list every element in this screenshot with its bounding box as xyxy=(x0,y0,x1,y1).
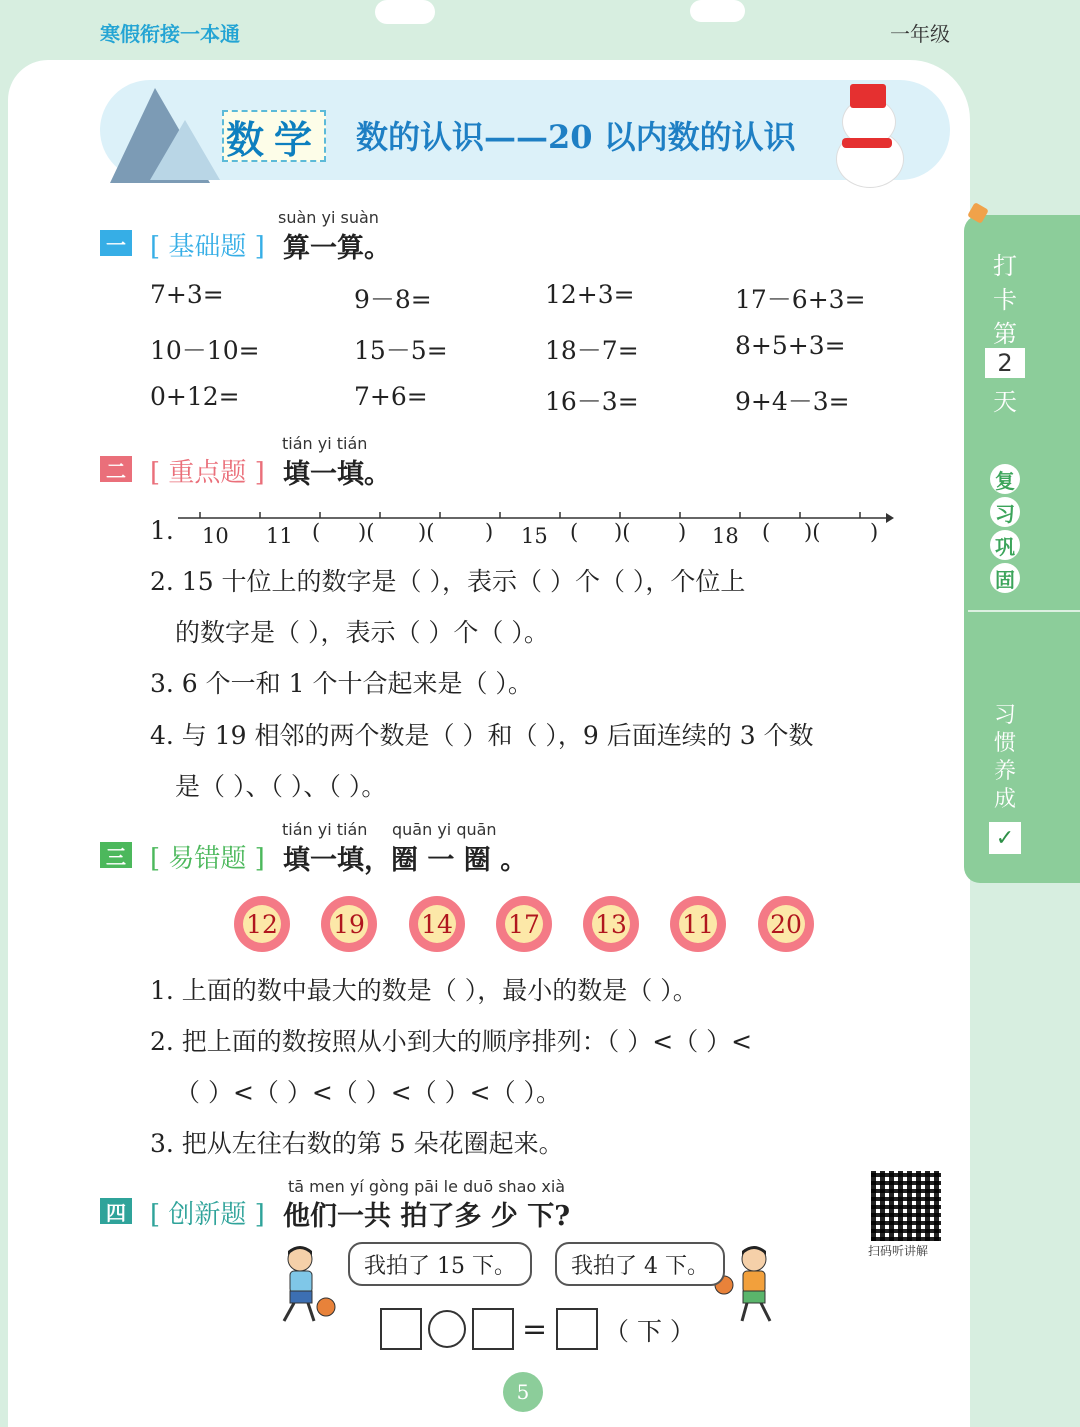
section-pinyin: tián yi tián xyxy=(282,434,368,453)
side-tab-char: 第 xyxy=(993,320,1017,348)
number-line-blank: )( xyxy=(418,520,435,544)
section-type-label: [ 重点题 ] xyxy=(150,458,265,488)
number-line-blank: ( xyxy=(312,520,321,544)
review-char: 习 xyxy=(990,497,1020,527)
section-title: 算一算。 xyxy=(283,233,391,264)
equation: 9+4－3= xyxy=(735,387,850,416)
qr-code-icon[interactable] xyxy=(868,1168,944,1244)
number-line-blank: )( xyxy=(358,520,375,544)
number-line-label: 11 xyxy=(266,524,293,548)
answer-box[interactable] xyxy=(472,1308,514,1350)
number-line-label: 15 xyxy=(521,524,548,548)
section-number-badge: 三 xyxy=(100,842,132,868)
question-text: 是（ ）、（ ）、（ ）。 xyxy=(175,772,387,801)
flower-number[interactable] xyxy=(758,896,814,952)
flower-number-value: 14 xyxy=(418,905,456,943)
side-tab-char: 天 xyxy=(993,388,1017,416)
snowman-hat-icon xyxy=(850,84,886,108)
section-pinyin: quān yi quān xyxy=(392,820,497,839)
section-pinyin: tián yi tián xyxy=(282,820,368,839)
snowman-scarf-icon xyxy=(842,138,892,148)
number-line-blank: ( xyxy=(570,520,579,544)
question-number: 1. xyxy=(150,516,174,545)
flower-number[interactable] xyxy=(583,896,639,952)
cloud-decoration xyxy=(690,0,745,22)
number-line-label: 18 xyxy=(712,524,739,548)
speech-bubble: 我拍了 15 下。 xyxy=(348,1242,532,1286)
review-char: 复 xyxy=(990,464,1020,494)
page-number: 5 xyxy=(503,1372,543,1412)
section-pinyin: suàn yi suàn xyxy=(278,208,379,227)
flower-number-value: 20 xyxy=(767,905,805,943)
flower-number-value: 13 xyxy=(592,905,630,943)
unit-label: （ 下 ） xyxy=(604,1317,695,1346)
equation: 10－10= xyxy=(150,336,260,365)
number-line-blank: ) xyxy=(485,520,494,544)
day-number: 2 xyxy=(985,348,1025,378)
review-char: 巩 xyxy=(990,530,1020,560)
equals-sign: = xyxy=(522,1312,548,1347)
number-line-label: 10 xyxy=(202,524,229,548)
question-text: （ ）<（ ）<（ ）<（ ）<（ ）。 xyxy=(175,1078,562,1107)
section-pinyin: tā men yí gòng pāi le duō shao xià xyxy=(288,1177,566,1196)
equation: 7+6= xyxy=(354,382,428,411)
lesson-title: 数的认识——20 以内数的认识 xyxy=(356,118,796,156)
equation: 7+3= xyxy=(150,280,224,309)
side-divider xyxy=(968,610,1080,612)
question-text: 1. 上面的数中最大的数是（ ），最小的数是（ ）。 xyxy=(150,976,698,1005)
section-number-badge: 一 xyxy=(100,230,132,256)
flower-number[interactable] xyxy=(409,896,465,952)
subject-label: 数学 xyxy=(222,110,326,162)
speech-bubble: 我拍了 4 下。 xyxy=(555,1242,725,1286)
number-line-blank: )( xyxy=(614,520,631,544)
review-char: 固 xyxy=(990,563,1020,593)
habit-checkbox[interactable]: ✓ xyxy=(989,822,1021,854)
side-tab-char: 习 xyxy=(993,703,1016,728)
flower-number[interactable] xyxy=(496,896,552,952)
equation: 18－7= xyxy=(545,336,639,365)
equation: 12+3= xyxy=(545,280,635,309)
flower-number-value: 17 xyxy=(505,905,543,943)
operator-circle[interactable] xyxy=(428,1310,466,1348)
equation: 17－6+3= xyxy=(735,285,866,314)
boy-dribbling-icon xyxy=(270,1245,340,1327)
side-tab-char: 打 xyxy=(993,252,1017,280)
question-text: 3. 把从左往右数的第 5 朵花圈起来。 xyxy=(150,1129,564,1158)
flower-number-value: 12 xyxy=(243,905,281,943)
mountain-icon xyxy=(150,120,220,180)
cloud-decoration xyxy=(375,0,435,24)
question-text: 2. 把上面的数按照从小到大的顺序排列：（ ）<（ ）< xyxy=(150,1027,753,1056)
equation: 9－8= xyxy=(354,285,432,314)
equation: 15－5= xyxy=(354,336,448,365)
section-title: 他们一共 拍了多 少 下? xyxy=(283,1201,571,1232)
book-series-title: 寒假衔接一本通 xyxy=(100,22,240,46)
qr-code-label: 扫码听讲解 xyxy=(868,1244,929,1258)
section-type-label: [ 易错题 ] xyxy=(150,844,265,874)
flower-number[interactable] xyxy=(321,896,377,952)
number-line-blank: ( xyxy=(762,520,771,544)
section-number-badge: 二 xyxy=(100,456,132,482)
equation: 16－3= xyxy=(545,387,639,416)
question-text: 3. 6 个一和 1 个十合起来是（ ）。 xyxy=(150,669,533,698)
section-number-badge: 四 xyxy=(100,1198,132,1224)
number-line-blank: )( xyxy=(804,520,821,544)
flower-number[interactable] xyxy=(234,896,290,952)
number-line-blank: ) xyxy=(870,520,879,544)
answer-box[interactable] xyxy=(556,1308,598,1350)
side-tab-char: 惯 xyxy=(993,731,1016,756)
question-text: 2. 15 十位上的数字是（ ），表示（ ）个（ ），个位上 xyxy=(150,567,746,596)
side-tab-char: 成 xyxy=(993,787,1016,812)
side-tab-char: 卡 xyxy=(993,286,1017,314)
section-title: 填一填，圈 一 圈 。 xyxy=(283,845,528,876)
section-title: 填一填。 xyxy=(283,459,391,490)
section-type-label: [ 创新题 ] xyxy=(150,1200,265,1230)
question-text: 的数字是（ ），表示（ ）个（ ）。 xyxy=(175,618,549,647)
side-tab-char: 养 xyxy=(993,759,1016,784)
equation: 0+12= xyxy=(150,382,240,411)
equation: 8+5+3= xyxy=(735,331,846,360)
section-type-label: [ 基础题 ] xyxy=(150,232,265,262)
grade-label: 一年级 xyxy=(890,22,950,46)
flower-number-value: 11 xyxy=(679,905,717,943)
flower-number-value: 19 xyxy=(330,905,368,943)
answer-box[interactable] xyxy=(380,1308,422,1350)
flower-number[interactable] xyxy=(670,896,726,952)
number-line-blank: ) xyxy=(678,520,687,544)
question-text: 4. 与 19 相邻的两个数是（ ）和（ ），9 后面连续的 3 个数 xyxy=(150,721,814,750)
